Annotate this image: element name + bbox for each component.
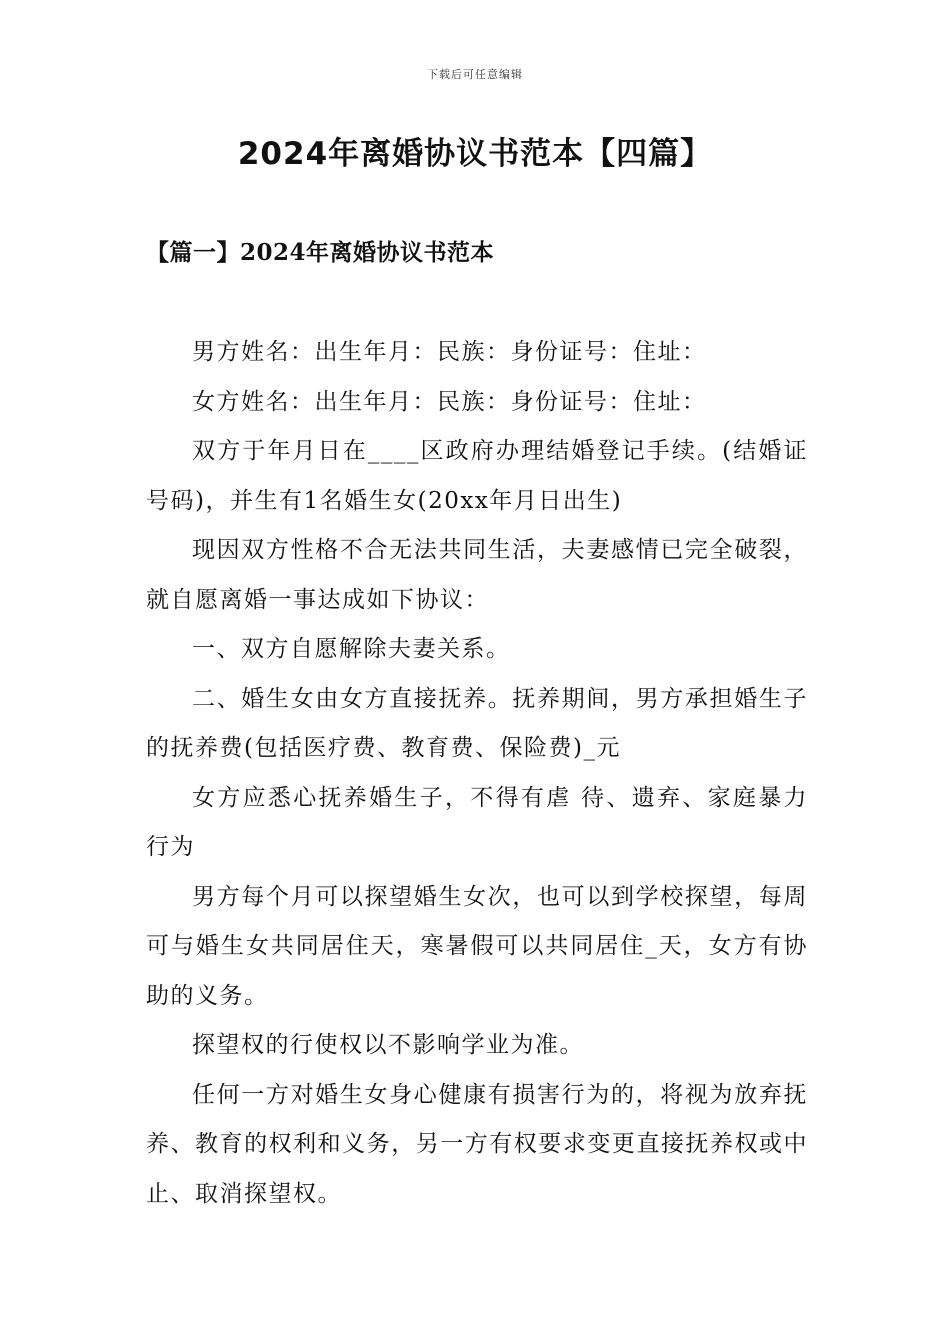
paragraph-clause-2: 二、婚生女由女方直接抚养。抚养期间，男方承担婚生子的抚养费(包括医疗费、教育费、保险费)_元 <box>146 685 808 761</box>
paragraph-marriage-registration: 双方于年月日在____区政府办理结婚登记手续。(结婚证号码)，并生有1名婚生女(20xx年月日出生) <box>146 438 808 514</box>
paragraph-male-info: 男方姓名：出生年月：民族：身份证号：住址： <box>192 339 707 365</box>
paragraph-clause-1: 一、双方自愿解除夫妻关系。 <box>192 636 511 662</box>
paragraph-visitation-limit: 探望权的行使权以不影响学业为准。 <box>192 1032 584 1058</box>
section-title: 【篇一】2024年离婚协议书范本 <box>146 239 495 266</box>
paragraph-harm-clause: 任何一方对婚生女身心健康有损害行为的，将视为放弃抚养、教育的权利和义务，另一方有权要求变更直接抚养权或中止、取消探望权。 <box>146 1081 808 1207</box>
document-body <box>146 328 808 1219</box>
paragraph-visitation: 男方每个月可以探望婚生女次，也可以到学校探望，每周可与婚生女共同居住天，寒暑假可以共同居住_天，女方有协助的义务。 <box>146 883 808 1009</box>
paragraph-divorce-reason: 现因双方性格不合无法共同生活，夫妻感情已完全破裂，就自愿离婚一事达成如下协议： <box>146 537 808 613</box>
paragraph-female-info: 女方姓名：出生年月：民族：身份证号：住址： <box>192 388 707 415</box>
header-note: 下载后可任意编辑 <box>427 68 523 81</box>
paragraph-care-duty: 女方应悉心抚养婚生子，不得有虐 待、遗弃、家庭暴力行为 <box>146 784 808 860</box>
document-title: 2024年离婚协议书范本【四篇】 <box>237 136 713 172</box>
